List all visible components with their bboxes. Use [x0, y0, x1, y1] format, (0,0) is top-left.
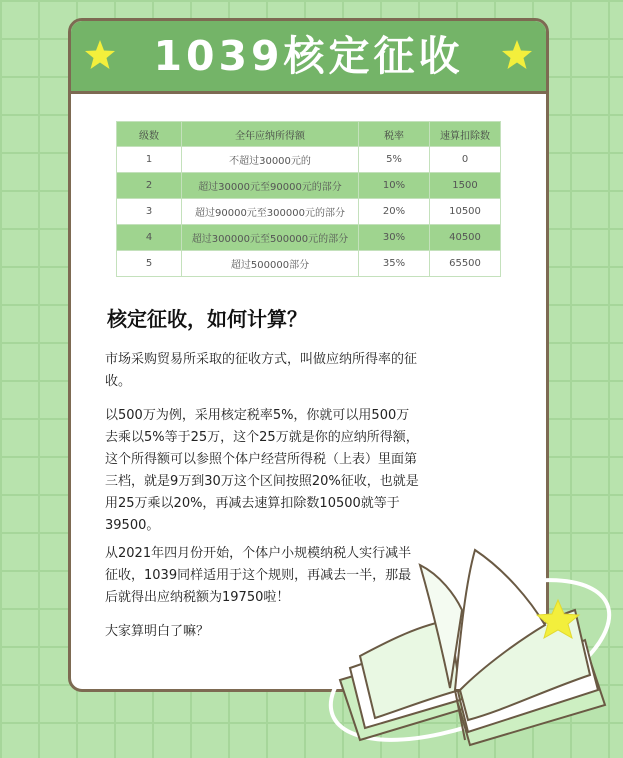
- table-cell: 5: [117, 251, 182, 277]
- text-line: 三档，就是9万到30万这个区间按照20%征收，也就是: [105, 474, 419, 489]
- table-cell: 不超过30000元的: [182, 147, 359, 173]
- text-line: 从2021年四月份开始，个体户小规模纳税人实行减半: [105, 546, 412, 561]
- text-line: 用25万乘以20%，再减去速算扣除数10500就等于: [105, 496, 400, 511]
- section-heading: 核定征收，如何计算？: [105, 305, 312, 333]
- text-line: 这个所得额可以参照个体户经营所得税（上表）里面第: [105, 452, 418, 467]
- table-row: [117, 147, 501, 173]
- table-row: [117, 199, 501, 225]
- table-cell: 超过500000部分: [182, 251, 359, 277]
- text-line: 市场采购贸易所采取的征收方式，叫做应纳所得率的征: [105, 352, 418, 367]
- page-title: 1039核定征收: [153, 32, 464, 80]
- table-cell: 3: [117, 199, 182, 225]
- table-row: [117, 225, 501, 251]
- column-header: 速算扣除数: [430, 122, 501, 147]
- table-cell: 65500: [430, 251, 501, 277]
- text-line: 去乘以5%等于25万，这个25万就是你的应纳所得额，: [105, 430, 419, 445]
- text-line: 后就得出应纳税额为19750啦！: [105, 590, 290, 605]
- table-cell: 35%: [359, 251, 430, 277]
- text-line: 大家算明白了嘛？: [105, 624, 210, 639]
- table-cell: 5%: [359, 147, 430, 173]
- table-cell: 超过30000元至90000元的部分: [182, 173, 359, 199]
- paragraph-intro: [105, 349, 445, 393]
- table-cell: 超过300000元至500000元的部分: [182, 225, 359, 251]
- table-cell: 4: [117, 225, 182, 251]
- table-cell: 20%: [359, 199, 430, 225]
- paragraph-example: [105, 405, 445, 537]
- text-line: 收。: [105, 374, 132, 389]
- table-cell: 2: [117, 173, 182, 199]
- table-cell: 0: [430, 147, 501, 173]
- column-header: 级数: [117, 122, 182, 147]
- text-line: 以500万为例，采用核定税率5%，你就可以用500万: [105, 408, 410, 423]
- open-book-illustration: [320, 540, 620, 755]
- header-banner: [71, 21, 546, 94]
- table-row: [117, 173, 501, 199]
- table-header-row: [117, 122, 501, 147]
- column-header: 税率: [359, 122, 430, 147]
- table-cell: 40500: [430, 225, 501, 251]
- text-line: 征收，1039同样适用于这个规则，再减去一半，那最: [105, 568, 412, 583]
- table-cell: 1: [117, 147, 182, 173]
- table-cell: 30%: [359, 225, 430, 251]
- table-cell: 超过90000元至300000元的部分: [182, 199, 359, 225]
- table-cell: 10500: [430, 199, 501, 225]
- table-cell: 10%: [359, 173, 430, 199]
- table-cell: 1500: [430, 173, 501, 199]
- column-header: 全年应纳所得额: [182, 122, 359, 147]
- tax-rate-table: [116, 121, 501, 277]
- text-line: 39500。: [105, 518, 160, 533]
- star-icon: [500, 38, 534, 72]
- table-row: [117, 251, 501, 277]
